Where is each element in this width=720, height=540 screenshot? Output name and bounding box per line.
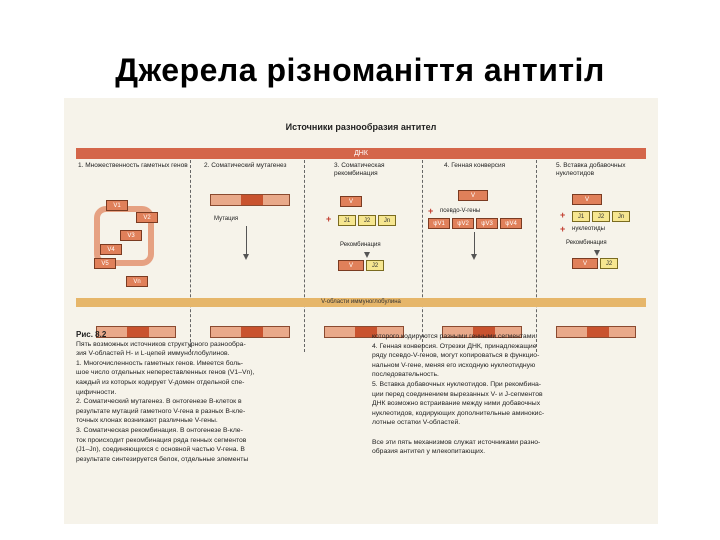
caption-heading: Рис. 8.2 xyxy=(76,330,107,339)
panel-title: 1. Множественность гаметных генов xyxy=(78,162,188,169)
panel-title: 3. Соматическая рекомбинация xyxy=(334,162,385,177)
segment-psi-v1: ψV1 xyxy=(428,218,450,229)
panel-gametic-genes xyxy=(76,160,191,352)
caption-line: 2. Соматический мутагенез. В онтогенезе В-клеток в xyxy=(76,398,242,406)
mutation-label: Мутация xyxy=(214,216,239,222)
caption-right-column xyxy=(372,332,658,457)
segment-v: V xyxy=(572,194,602,205)
caption-line: 5. Вставка добавочных нуклеотидов. При рекомбина- xyxy=(372,380,542,388)
segment-jn: Jn xyxy=(612,211,630,222)
segment-j1: J1 xyxy=(338,215,356,226)
caption-line: ции перед соединением вырезанных V- и J-сегментов xyxy=(372,390,543,398)
caption-line: нуклеотидов, кодирующих дополнительные аминокис- xyxy=(372,409,545,417)
nucleotides-label: нуклеотиды xyxy=(572,226,605,232)
caption-line: которого кодируются разными генными сегментами. xyxy=(372,333,538,340)
segment-psi-v3: ψV3 xyxy=(476,218,498,229)
caption-line: каждый из которых кодирует V-домен отдельной спе- xyxy=(76,378,245,386)
segment-v1: V1 xyxy=(106,200,128,211)
caption-line xyxy=(372,428,658,438)
caption-line: Все эти пять механизмов служат источниками разно- xyxy=(372,438,541,446)
caption-line: ряду псевдо-V-генов, могут копироваться в функцио- xyxy=(372,352,540,360)
caption-line: ДНК возможно встраивание между ними добавочных xyxy=(372,400,541,408)
segment-psi-v4: ψV4 xyxy=(500,218,522,229)
caption-line: 4. Генная конверсия. Отрезки ДНК, принадлежащие xyxy=(372,342,537,350)
panel-nucleotide-insertion: 5. Вставка добавочных нуклеотидов V + J1 J2 Jn + нуклеотиды Рекомбинация V J2 xyxy=(536,160,646,352)
segment-j2: J2 xyxy=(592,211,610,222)
caption-line: (J1–Jn), соединяющихся с основной частью V-гена. В xyxy=(76,446,245,454)
slide-title: Джерела різноманіття антитіл xyxy=(115,52,605,88)
pseudo-v-genes-label: псевдо-V-гены xyxy=(440,208,481,214)
result-j2: J2 xyxy=(366,260,384,271)
result-v: V xyxy=(338,260,364,271)
caption-line: лотные остатки V-областей. xyxy=(372,419,461,427)
caption-line: 3. Соматическая рекомбинация. В онтогенезе В-кле- xyxy=(76,426,243,434)
caption-line: Пять возможных источников структурного разнообра- xyxy=(76,340,246,348)
caption-line: образия антител у млекопитающих. xyxy=(372,448,486,456)
result-v: V xyxy=(572,258,598,269)
segment-psi-v2: ψV2 xyxy=(452,218,474,229)
caption-line: точных клонах возникают различные V-гены. xyxy=(76,417,218,425)
dna-bar xyxy=(76,148,646,159)
recombination-label: Рекомбинация xyxy=(340,242,381,248)
panel-title: 2. Соматический мутагенез xyxy=(204,162,287,169)
caption-line: 1. Многочисленность гаметных генов. Имеется боль- xyxy=(76,359,244,367)
caption-line: ток происходит рекомбинация ряда генных сегментов xyxy=(76,436,247,444)
figure-title: Источники разнообразия антител xyxy=(285,122,437,132)
segment-v: V xyxy=(458,190,488,201)
v-regions-label: V-области иммуноглобулина xyxy=(321,299,401,305)
segment-j2: J2 xyxy=(358,215,376,226)
panel-somatic-recombination: 3. Соматическая рекомбинация V + J1 J2 Jn Рекомбинация V J2 xyxy=(304,160,423,352)
panel-title: 5. Вставка добавочных нуклеотидов xyxy=(556,162,626,177)
caption-line: нальном V-гене, меняя его исходную нуклеотидную xyxy=(372,361,536,369)
caption-line: зия V-областей Н- и L-цепей иммуноглобулинов. xyxy=(76,350,230,358)
segment-v5: V5 xyxy=(94,258,116,269)
recombination-label: Рекомбинация xyxy=(566,240,607,246)
caption-line: результате мутаций гаметного V-гена в разных В-кле- xyxy=(76,407,246,415)
caption-line: цифичности. xyxy=(76,388,117,396)
segment-vn: Vn xyxy=(126,276,148,287)
segment-v: V xyxy=(340,196,362,207)
panel-somatic-mutagenesis xyxy=(190,160,305,352)
gene-bar xyxy=(210,194,290,206)
caption-line: шое число отдельных непереставленных генов (V1–Vn), xyxy=(76,369,255,377)
dna-label: ДНК xyxy=(354,150,368,157)
v-regions-bar xyxy=(76,298,646,307)
segment-j1: J1 xyxy=(572,211,590,222)
segment-v2: V2 xyxy=(136,212,158,223)
result-j2: J2 xyxy=(600,258,618,269)
segment-v3: V3 xyxy=(120,230,142,241)
panel-gene-conversion: 4. Генная конверсия V + псевдо-V-гены ψV1 ψV2 ψV3 ψV4 xyxy=(422,160,537,352)
panel-title: 4. Генная конверсия xyxy=(444,162,506,169)
caption-line: последовательность. xyxy=(372,371,439,379)
textbook-figure-scan xyxy=(64,98,658,524)
segment-jn: Jn xyxy=(378,215,396,226)
caption-left-column xyxy=(76,330,364,464)
caption-line: результате синтезируется белок, отдельные элементы xyxy=(76,455,249,463)
segment-v4: V4 xyxy=(100,244,122,255)
